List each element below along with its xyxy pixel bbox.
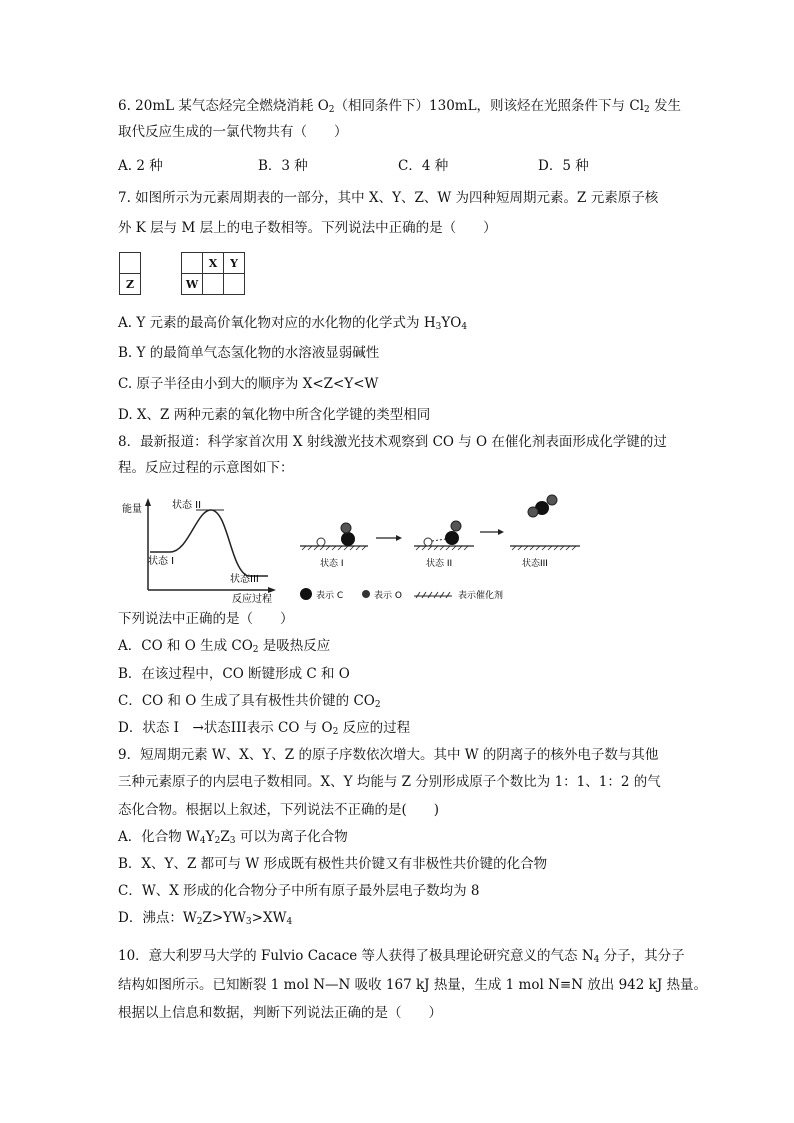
label-state-3: 状态III — [230, 574, 259, 585]
q9-option-b: B．X、Y、Z 都可与 W 形成既有极性共价键又有非极性共价键的化合物 — [118, 856, 548, 872]
q7-option-c: C. 原子半径由小到大的顺序为 X<Z<Y<W — [118, 376, 379, 392]
q10-stem-line2: 结构如图所示。已知断裂 1 mol N—N 吸收 167 kJ 热量，生成 1 mol N≡N 放出 942 kJ 热量。 — [118, 977, 708, 993]
pt-cell — [182, 253, 203, 274]
q8-option-a: A．CO 和 O 生成 $CO_2$ 是吸热反应 — [118, 638, 331, 655]
pt-gap — [141, 253, 162, 274]
q8-stem-line2: 程。反应过程的示意图如下： — [118, 460, 294, 476]
q8-option-c: C．CO 和 O 生成了具有极性共价键的 $CO_2$ — [118, 693, 381, 710]
schematic-label-state-1: 状态 I — [320, 559, 344, 569]
q8-option-b: B．在该过程中，CO 断键形成 C 和 O — [118, 666, 350, 682]
energy-diagram — [122, 498, 276, 605]
q6-option-d: D．5 种 — [538, 158, 589, 174]
pt-cell — [203, 274, 224, 295]
schematic-label-state-2: 状态 II — [426, 559, 453, 569]
q7-option-a: A. Y 元素的最高价氧化物对应的水化物的化学式为 $H_3YO_4$ — [118, 315, 468, 332]
label-state-1: 状态 I — [148, 556, 175, 567]
pt-cell-y: Y — [224, 253, 245, 274]
process-axis-label: 反应过程 — [232, 594, 272, 605]
q10-stem-line1: 10．意大利罗马大学的 Fulvio Cacace 等人获得了极具理论研究意义的气态 $N_4$ 分子，其分子 — [118, 948, 685, 965]
periodic-table-fragment — [119, 252, 245, 295]
pt-cell-x: X — [203, 253, 224, 274]
q6-option-b: B．3 种 — [258, 158, 308, 174]
pt-gap — [161, 253, 182, 274]
schematic-state-2 — [414, 521, 474, 569]
q9-stem-line2: 三种元素原子的内层电子数相同。X、Y 均能与 Z 分别形成原子个数比为 1：1、1：2 的气 — [118, 774, 661, 790]
q7-option-b: B. Y 的最简单气态氢化物的水溶液显弱碱性 — [118, 345, 380, 361]
q7-stem-line2: 外 K 层与 M 层上的电子数相等。下列说法中正确的是（ ） — [118, 220, 497, 236]
q8-prompt: 下列说法中正确的是（ ） — [118, 611, 294, 627]
pt-cell — [120, 253, 141, 274]
schematic-state-1 — [300, 523, 368, 569]
q8-option-d: D．状态 I →状态III表示 CO 与 $O_2$ 反应的过程 — [118, 720, 411, 737]
q9-stem-line3: 态化合物。根据以上叙述，下列说法不正确的是( ) — [118, 802, 440, 818]
q6-stem-line1: 6. 20mL 某气态烃完全燃烧消耗 $O_2$（相同条件下）130mL，则该烃在光照条件下与 $Cl_2$ 发生 — [118, 98, 682, 115]
pt-cell — [224, 274, 245, 295]
q6-stem-line2: 取代反应生成的一氯代物共有（ ） — [118, 124, 348, 140]
q8-stem-line1: 8．最新报道：科学家首次用 X 射线激光技术观察到 CO 与 O 在催化剂表面形成化学键的过 — [118, 434, 667, 450]
q6-option-a: A. 2 种 — [118, 158, 163, 174]
q9-option-c: C．W、X 形成的化合物分子中所有原子最外层电子数均为 8 — [118, 883, 480, 899]
q10-stem-line3: 根据以上信息和数据，判断下列说法正确的是（ ） — [118, 1005, 442, 1021]
legend-o: 表示 O — [374, 591, 402, 601]
label-state-2: 状态 II — [172, 500, 202, 511]
q7-option-d: D. X、Z 两种元素的氧化物中所含化学键的类型相同 — [118, 407, 431, 423]
pt-cell-z: Z — [120, 274, 141, 295]
legend-c: 表示 C — [316, 591, 344, 601]
q6-option-c: C．4 种 — [398, 158, 449, 174]
reaction-figure — [118, 490, 598, 606]
energy-axis-label: 能量 — [122, 504, 142, 515]
pt-gap — [161, 274, 182, 295]
q9-option-d: D．沸点：$W_2Z>YW_3>XW_4$ — [118, 910, 293, 927]
figure-legend — [300, 588, 503, 601]
pt-cell-w: W — [182, 274, 203, 295]
q9-stem-line1: 9．短周期元素 W、X、Y、Z 的原子序数依次增大。其中 W 的阴离子的核外电子数与其他 — [118, 747, 659, 763]
q7-stem-line1: 7. 如图所示为元素周期表的一部分，其中 X、Y、Z、W 为四种短周期元素。Z 元素原子核 — [118, 190, 659, 206]
schematic-label-state-3: 状态III — [522, 559, 548, 569]
schematic-state-3 — [510, 495, 580, 569]
legend-catalyst: 表示催化剂 — [458, 591, 504, 601]
pt-gap — [141, 274, 162, 295]
q9-option-a: A．化合物 $W_4Y_2Z_3$ 可以为离子化合物 — [118, 829, 348, 846]
